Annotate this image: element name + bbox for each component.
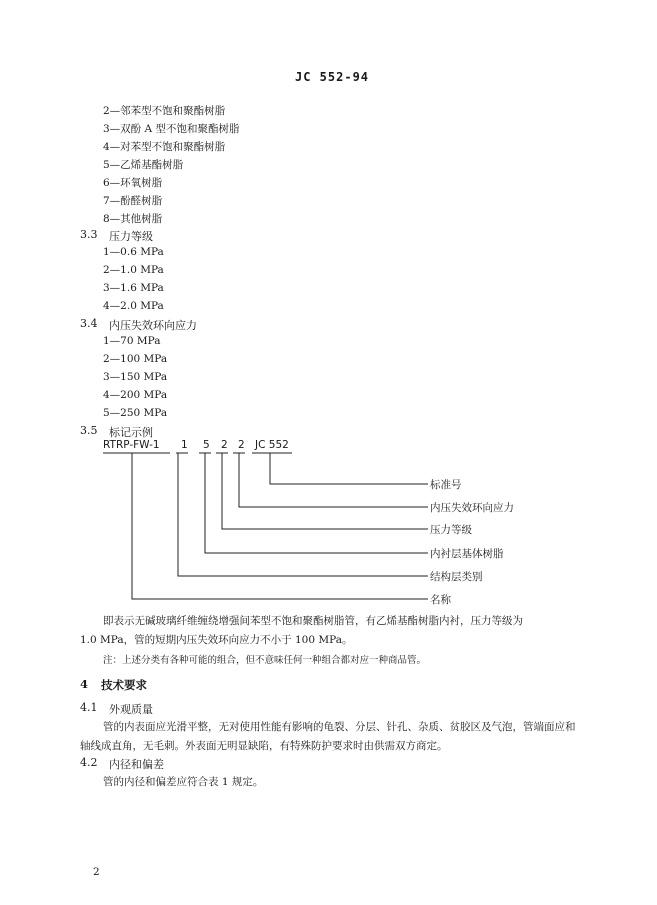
resin-list-item: 4—对苯型不饱和聚酯树脂 (103, 141, 226, 153)
label-structure-class: 结构层类别 (430, 571, 483, 583)
resin-list-item: 2—邻苯型不饱和聚酯树脂 (103, 105, 226, 117)
marking-explanation-line-1: 即表示无碱玻璃纤维缠绕增强间苯型不饱和聚酯树脂管，有乙烯基酯树脂内衬，压力等级为 (103, 615, 523, 627)
section-title-3-3: 压力等级 (109, 230, 153, 243)
marking-code-name: RTRP-FW-1 (103, 439, 160, 451)
pressure-grade-item: 4—2.0 MPa (103, 300, 164, 312)
label-name: 名称 (430, 594, 451, 606)
resin-list-item: 7—酚醛树脂 (103, 195, 163, 207)
marking-code-standard: JC 552 (255, 439, 289, 451)
resin-list-item: 5—乙烯基酯树脂 (103, 159, 184, 171)
label-pressure-grade: 压力等级 (430, 524, 472, 536)
marking-code-hoop-stress: 2 (238, 439, 245, 451)
section-title-3-5: 标记示例 (109, 426, 153, 439)
marking-explanation-line-2: 1.0 MPa，管的短期内压失效环向应力不小于 100 MPa。 (80, 634, 353, 646)
hoop-stress-item: 4—200 MPa (103, 389, 168, 401)
appearance-paragraph-line-2: 轴线成直角，无毛刺。外表面无明显缺陷，有特殊防护要求时由供需双方商定。 (80, 740, 448, 752)
pressure-grade-item: 1—0.6 MPa (103, 246, 164, 258)
section-number-3-4: 3.4 (80, 317, 98, 330)
marking-code-structure: 1 (181, 439, 188, 451)
hoop-stress-item: 2—100 MPa (103, 353, 168, 365)
section-number-4: 4 (80, 677, 89, 691)
section-title-3-4: 内压失效环向应力 (109, 319, 197, 332)
document-code-header: JC 552-94 (295, 70, 370, 84)
marking-code-liner-resin: 5 (203, 439, 210, 451)
section-number-4-1: 4.1 (80, 701, 98, 714)
label-standard-number: 标准号 (430, 479, 462, 491)
section-number-3-3: 3.3 (80, 228, 98, 241)
hoop-stress-item: 5—250 MPa (103, 407, 168, 419)
pressure-grade-item: 3—1.6 MPa (103, 282, 164, 294)
resin-list-item: 3—双酚 A 型不饱和聚酯树脂 (103, 123, 240, 135)
diameter-paragraph: 管的内径和偏差应符合表 1 规定。 (103, 776, 264, 788)
section-title-4-1: 外观质量 (109, 703, 153, 716)
resin-list-item: 6—环氧树脂 (103, 177, 163, 189)
hoop-stress-item: 3—150 MPa (103, 371, 168, 383)
resin-list-item: 8—其他树脂 (103, 213, 163, 225)
appearance-paragraph-line-1: 管的内表面应光滑平整，无对使用性能有影响的龟裂、分层、针孔、杂质、贫胶区及气泡，管端面应和 (103, 721, 576, 733)
page-number: 2 (93, 866, 100, 878)
section-title-4: 技术要求 (101, 678, 147, 692)
section-number-4-2: 4.2 (80, 756, 98, 769)
section-title-4-2: 内径和偏差 (109, 758, 164, 771)
marking-code-pressure: 2 (221, 439, 228, 451)
label-hoop-stress: 内压失效环向应力 (430, 502, 514, 514)
pressure-grade-item: 2—1.0 MPa (103, 264, 164, 276)
label-liner-resin: 内衬层基体树脂 (430, 548, 504, 560)
classification-note: 注：上述分类有各种可能的组合，但不意味任何一种组合都对应一种商品管。 (103, 655, 427, 666)
section-number-3-5: 3.5 (80, 424, 98, 437)
hoop-stress-item: 1—70 MPa (103, 335, 161, 347)
